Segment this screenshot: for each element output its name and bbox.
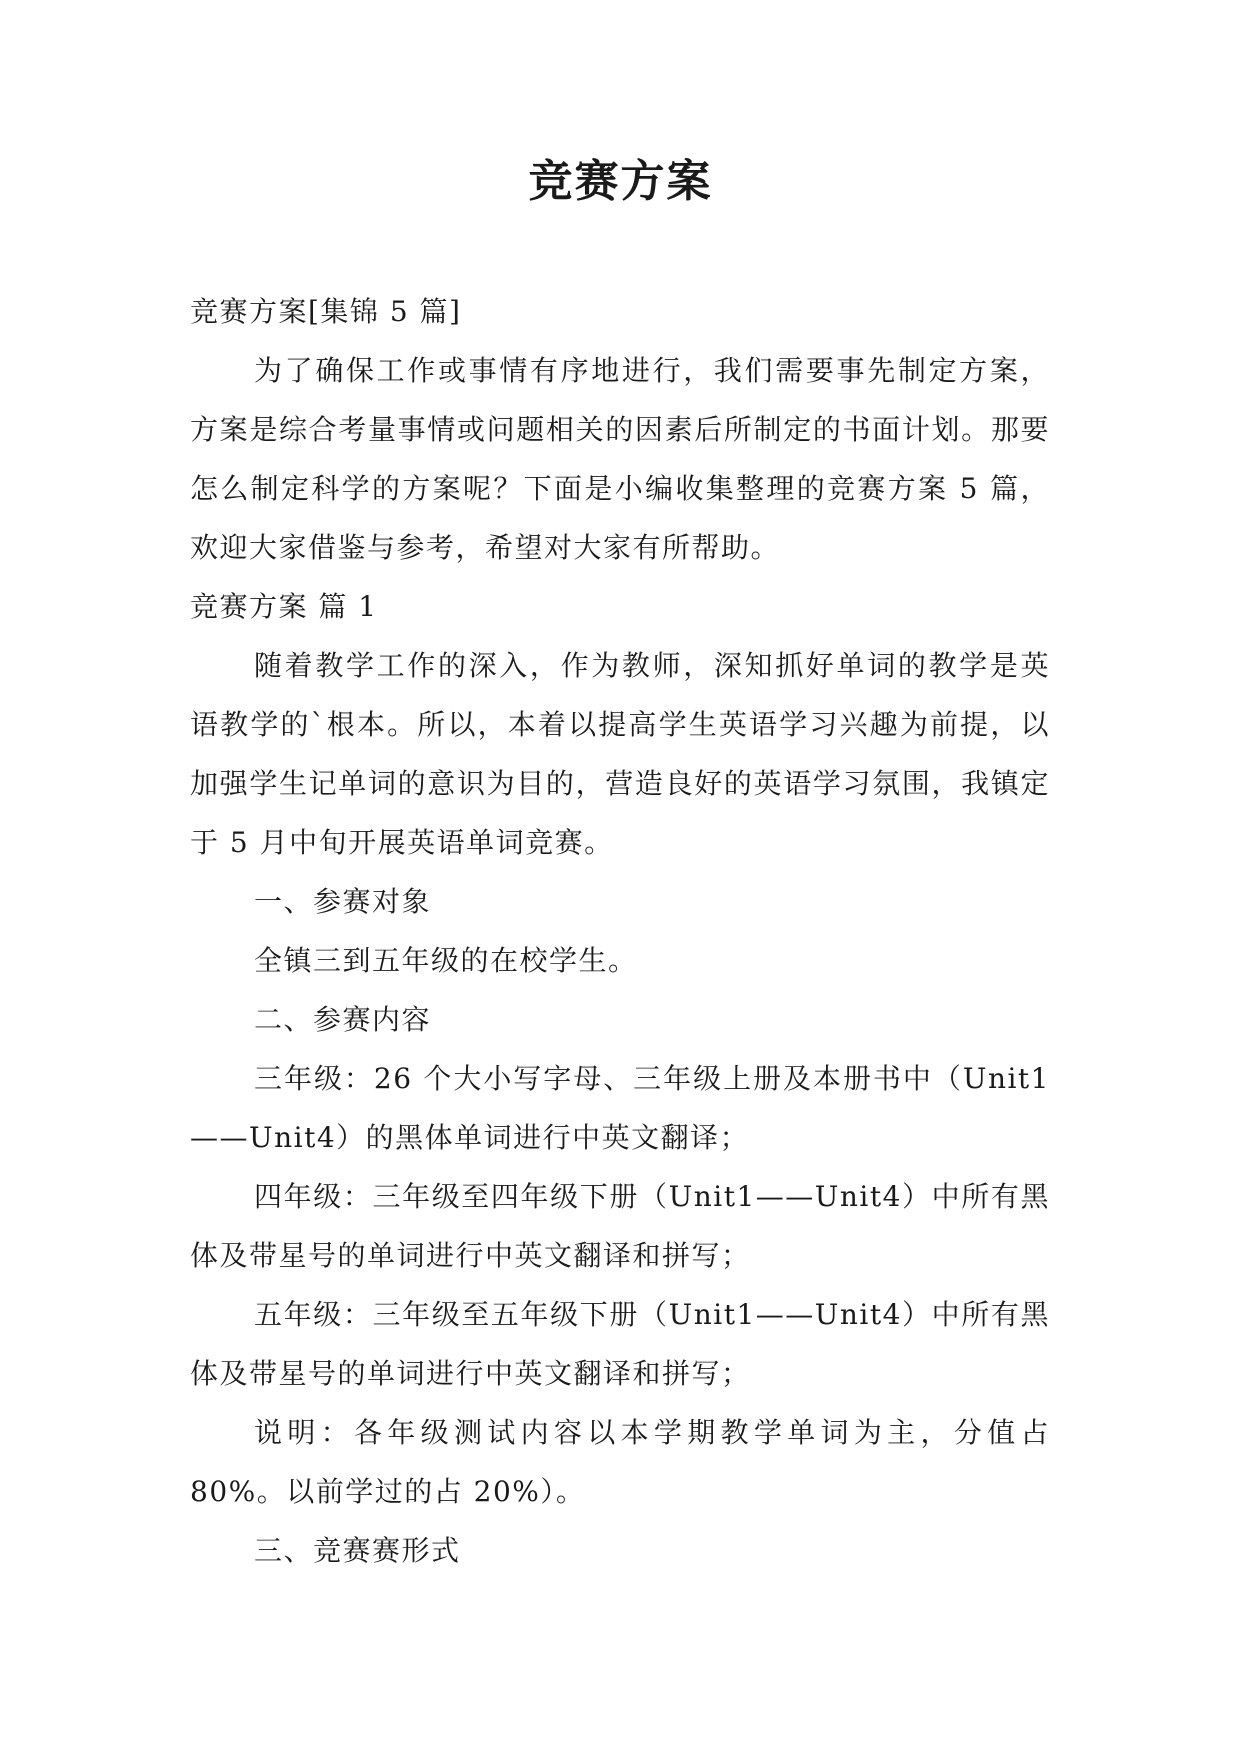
grade-4-content: 四年级：三年级至四年级下册（Unit1——Unit4）中所有黑体及带星号的单词进行中英文翻译和拼写； <box>190 1180 1050 1272</box>
part-1-label: 竞赛方案 篇 1 <box>190 590 378 623</box>
scoring-note: 说明：各年级测试内容以本学期教学单词为主，分值占 80%。以前学过的占 20%）。 <box>190 1416 1050 1508</box>
grade-5-content: 五年级：三年级至五年级下册（Unit1——Unit4）中所有黑体及带星号的单词进行中英文翻译和拼写； <box>190 1298 1050 1390</box>
section-2-heading: 二、参赛内容 <box>254 1003 432 1036</box>
page-title: 竞赛方案 <box>528 156 713 207</box>
part-1-paragraph: 随着教学工作的深入，作为教师，深知抓好单词的教学是英语教学的`根本。所以，本着以提高学生英语学习兴趣为前提，以加强学生记单词的意识为目的，营造良好的英语学习氛围，我镇定于 5 月中旬开展英语单词竞赛。 <box>190 649 1050 859</box>
intro-paragraph: 为了确保工作或事情有序地进行，我们需要事先制定方案，方案是综合考量事情或问题相关的因素后所制定的书面计划。那要怎么制定科学的方案呢？下面是小编收集整理的竞赛方案 5 篇，欢迎大家借鉴与参考，希望对大家有所帮助。 <box>190 354 1050 564</box>
section-1-text: 全镇三到五年级的在校学生。 <box>254 944 638 977</box>
grade-3-content: 三年级：26 个大小写字母、三年级上册及本册书中（Unit1——Unit4）的黑体单词进行中英文翻译； <box>190 1062 1050 1154</box>
section-3-heading: 三、竞赛赛形式 <box>254 1534 461 1567</box>
section-1-heading: 一、参赛对象 <box>254 885 432 918</box>
document-subtitle: 竞赛方案[集锦 5 篇] <box>190 295 462 328</box>
document-body <box>190 282 1050 1580</box>
